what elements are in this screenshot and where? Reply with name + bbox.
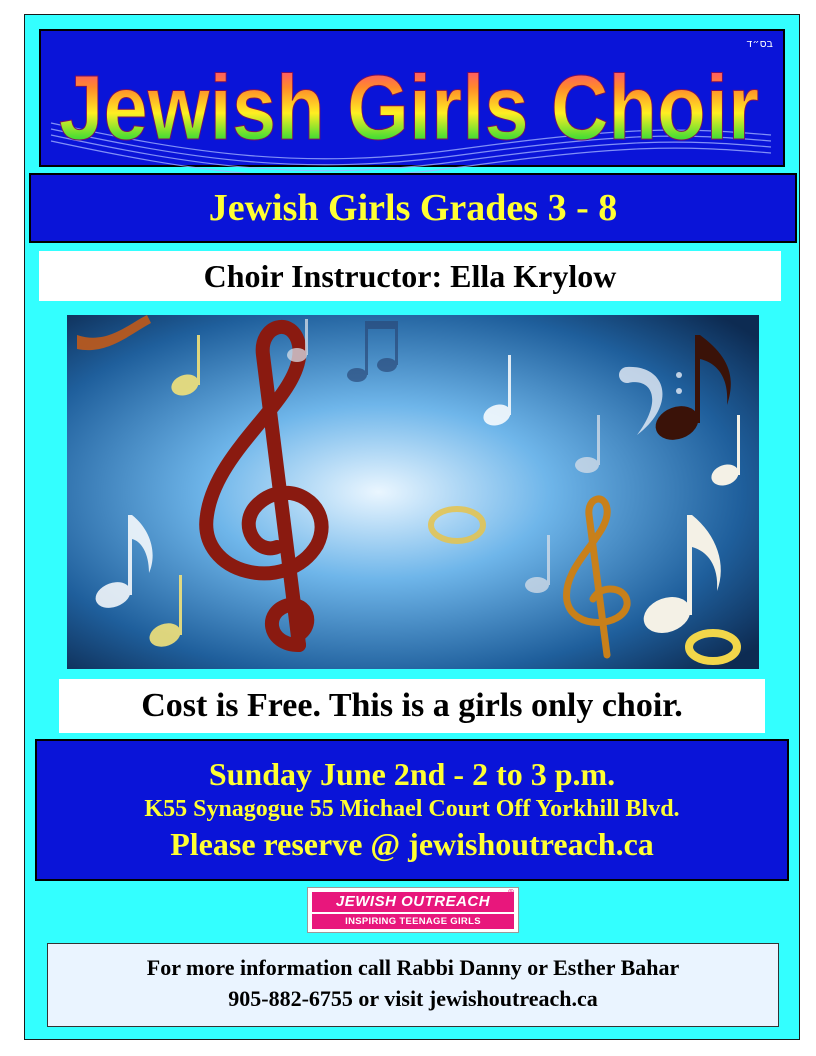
logo-name: JEWISH OUTREACH [312, 892, 514, 912]
event-date-time: Sunday June 2nd - 2 to 3 p.m. [208, 756, 616, 792]
contact-info [47, 943, 779, 1027]
registered-mark: ® [507, 888, 515, 897]
cost-note: Cost is Free. This is a girls only choir. [59, 679, 765, 733]
title-banner [39, 29, 785, 167]
instructor-line: Choir Instructor: Ella Krylow [39, 251, 781, 301]
event-details [35, 739, 789, 881]
title-text: Jewish Girls Choir [59, 57, 759, 159]
flyer-page [24, 14, 800, 1040]
music-notes-image [67, 315, 759, 669]
bsd-mark: בס״ד [746, 37, 773, 50]
title-art [41, 31, 783, 165]
event-location: K55 Synagogue 55 Michael Court Off Yorkhill Blvd. [144, 796, 680, 822]
logo-tagline: INSPIRING TEENAGE GIRLS [312, 914, 514, 929]
jewish-outreach-logo [307, 887, 519, 933]
event-reserve: Please reserve @ jewishoutreach.ca [170, 826, 654, 862]
contact-line-1: For more information call Rabbi Danny or Esther Bahar [146, 955, 680, 980]
grades-heading: Jewish Girls Grades 3 - 8 [29, 173, 797, 243]
contact-line-2: 905-882-6755 or visit jewishoutreach.ca [228, 986, 598, 1011]
music-notes-icon [67, 315, 759, 669]
